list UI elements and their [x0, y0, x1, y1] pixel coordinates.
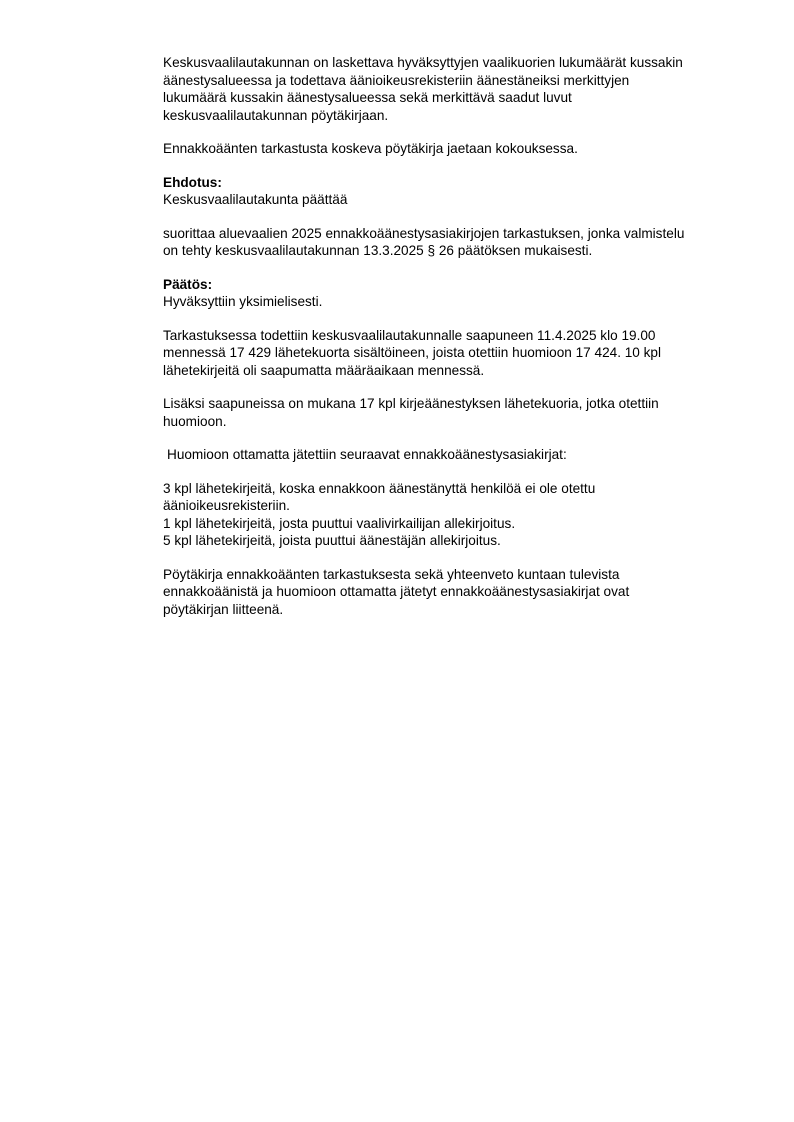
text-line: Ennakkoäänten tarkastusta koskeva pöytäkirja jaetaan kokouksessa. [163, 141, 578, 156]
letter-vote-paragraph [163, 395, 733, 430]
decision-result: Hyväksyttiin yksimielisesti. [163, 294, 323, 309]
text-line: Tarkastuksessa todettiin keskusvaalilautakunnalle saapuneen 11.4.2025 klo 19.00 [163, 327, 656, 343]
text-line: suorittaa aluevaalien 2025 ennakkoäänestysasiakirjojen tarkastuksen, jonka valmistelu [163, 225, 685, 241]
text-line: pöytäkirjan liitteenä. [163, 601, 284, 617]
text-line: Huomioon ottamatta jätettiin seuraavat ennakkoäänestysasiakirjat: [167, 447, 567, 462]
text-line: lukumäärä kussakin äänestysalueessa sekä merkittävä saadut luvut [163, 90, 572, 105]
intro-paragraph [163, 54, 733, 124]
text-line: huomioon. [163, 413, 227, 429]
excluded-intro [163, 446, 733, 464]
text-line: keskusvaalilautakunnan pöytäkirjaan. [163, 107, 389, 123]
text-line: 5 kpl lähetekirjeitä, joista puuttui äänestäjän allekirjoitus. [163, 533, 501, 548]
proposal-text [163, 225, 733, 260]
text-line: Lisäksi saapuneissa on mukana 17 kpl kirjeäänestyksen lähetekuoria, jotka otettiin [163, 396, 659, 411]
text-line: 3 kpl lähetekirjeitä, koska ennakkoon äänestänyttä henkilöä ei ole otettu [163, 480, 596, 496]
text-line: 1 kpl lähetekirjeitä, josta puuttui vaalivirkailijan allekirjoitus. [163, 515, 516, 531]
text-line: ennakkoäänistä ja huomioon ottamatta jätetyt ennakkoäänestysasiakirjat ovat [163, 584, 630, 599]
minutes-note [163, 140, 733, 158]
text-line: mennessä 17 429 lähetekuorta sisältöineen, joista otettiin huomioon 17 424. 10 kpl [163, 345, 662, 360]
proposal-intro: Keskusvaalilautakunta päättää [163, 192, 348, 207]
excluded-list [163, 480, 733, 550]
attachment-paragraph [163, 566, 733, 619]
inspection-paragraph [163, 327, 733, 380]
text-line: Pöytäkirja ennakkoäänten tarkastuksesta sekä yhteenveto kuntaan tulevista [163, 566, 620, 582]
proposal-section [163, 174, 733, 209]
document-page [163, 54, 733, 618]
decision-section [163, 276, 733, 311]
text-line: lähetekirjeitä oli saapumatta määräaikaan mennessä. [163, 362, 485, 378]
text-line: äänioikeusrekisteriin. [163, 498, 290, 513]
decision-heading: Päätös: [163, 276, 213, 292]
text-line: on tehty keskusvaalilautakunnan 13.3.2025 § 26 päätöksen mukaisesti. [163, 243, 593, 258]
text-line: äänestysalueessa ja todettava äänioikeusrekisteriin äänestäneiksi merkittyjen [163, 72, 630, 88]
proposal-heading: Ehdotus: [163, 174, 222, 190]
text-line: Keskusvaalilautakunnan on laskettava hyväksyttyjen vaalikuorien lukumäärät kussakin [163, 55, 683, 70]
